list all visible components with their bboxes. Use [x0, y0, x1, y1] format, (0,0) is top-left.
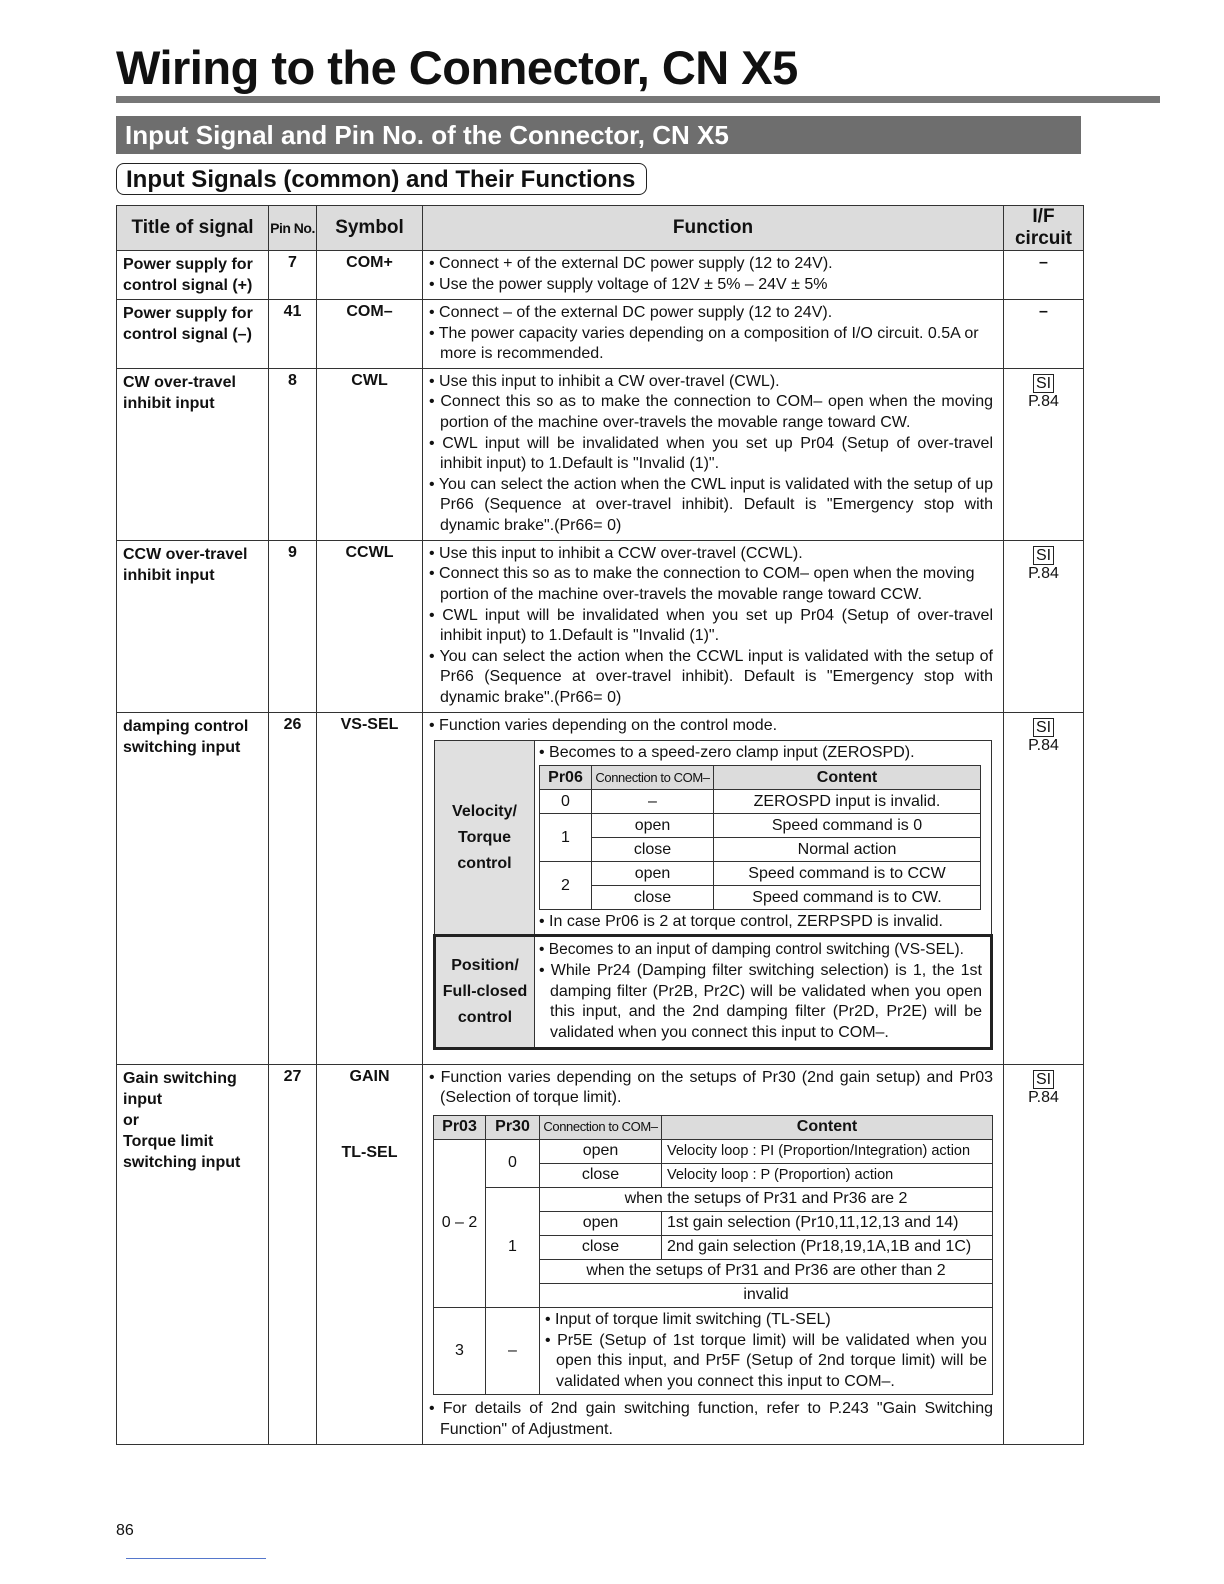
mode-line: control — [457, 854, 512, 872]
gain-header: Content — [662, 1115, 993, 1139]
title-line: control signal (–) — [123, 326, 252, 343]
title-line: input — [123, 1090, 163, 1108]
inner-row — [540, 814, 981, 838]
bullet: • Use this input to inhibit a CCW over-travel (CCWL). — [429, 544, 803, 562]
inner-header: Connection to COM– — [592, 766, 714, 790]
position-mode-content — [535, 936, 992, 1049]
signal-symbol: VS-SEL — [317, 712, 423, 1064]
gain-cell: invalid — [540, 1283, 993, 1307]
if-circuit — [1004, 712, 1084, 1064]
mode-line: Full-closed — [442, 983, 528, 1001]
velocity-mode-row — [435, 741, 992, 936]
inner-header: Content — [714, 766, 981, 790]
table-row — [117, 712, 1084, 1064]
inner-cell: ZEROSPD input is invalid. — [714, 790, 981, 814]
gain-row — [434, 1187, 993, 1211]
bullet: • CWL input will be invalidated when you set up Pr04 (Setup of over-travel inhibit input) to 1.Default is "Invalid (1)". — [429, 434, 993, 473]
signal-symbol: CCWL — [317, 540, 423, 712]
header-function: Function — [423, 206, 1004, 251]
if-circuit — [1004, 300, 1084, 369]
gain-cell: when the setups of Pr31 and Pr36 are 2 — [540, 1187, 993, 1211]
gain-cell: 3 — [434, 1307, 486, 1394]
if-page-link[interactable]: P.84 — [1028, 564, 1059, 582]
signal-symbol — [317, 1064, 423, 1444]
pin-number: 26 — [269, 712, 317, 1064]
pin-number: 41 — [269, 300, 317, 369]
signal-title — [117, 1064, 269, 1444]
zerospd-table — [539, 765, 981, 910]
signal-title — [117, 540, 269, 712]
inner-cell: close — [592, 886, 714, 910]
title-line: Power supply for — [123, 305, 253, 322]
control-mode-table — [433, 740, 993, 1050]
symbol-tl-sel: TL-SEL — [341, 1143, 398, 1161]
signal-table — [116, 205, 1084, 1445]
signal-symbol: CWL — [317, 368, 423, 540]
title-line: Power supply for — [123, 256, 253, 273]
header-pin: Pin No. — [269, 206, 317, 251]
title-line: Gain switching — [123, 1069, 237, 1087]
table-row — [117, 540, 1084, 712]
page-number: 86 — [116, 1522, 134, 1539]
footer-link-underline — [126, 1558, 266, 1559]
if-circuit — [1004, 540, 1084, 712]
signal-title — [117, 368, 269, 540]
position-mode-row — [435, 936, 992, 1049]
table-header-row — [117, 206, 1084, 251]
title-line: or — [123, 1111, 139, 1129]
table-row — [117, 300, 1084, 369]
function-description — [423, 1064, 1004, 1444]
position-mode-label — [435, 936, 535, 1049]
velocity-note: • In case Pr06 is 2 at torque control, ZERPSPD is invalid. — [539, 913, 943, 931]
gain-header: Pr30 — [486, 1115, 540, 1139]
title-line: CW over-travel — [123, 373, 236, 391]
gain-cell: open — [540, 1211, 662, 1235]
title-line: inhibit input — [123, 566, 215, 584]
function-description — [423, 368, 1004, 540]
bullet: • CWL input will be invalidated when you set up Pr04 (Setup of over-travel inhibit input) to 1.Default is "Invalid (1)". — [429, 606, 993, 645]
function-description — [423, 540, 1004, 712]
inner-cell: open — [592, 862, 714, 886]
if-circuit — [1004, 1064, 1084, 1444]
function-intro: • Function varies depending on the control mode. — [429, 716, 778, 734]
inner-cell: open — [592, 814, 714, 838]
gain-cell: 1st gain selection (Pr10,11,12,13 and 14) — [662, 1211, 993, 1235]
bullet: • Becomes to an input of damping control switching (VS-SEL). — [539, 941, 964, 959]
title-line: switching input — [123, 1153, 241, 1171]
gain-cell: 0 – 2 — [434, 1139, 486, 1307]
gain-row — [434, 1307, 993, 1394]
gain-row — [434, 1139, 993, 1163]
bullet: • While Pr24 (Damping filter switching selection) is 1, the 1st damping filter (Pr2B, Pr2C) will be validated when you open this input, and the 2nd damping filter (Pr2D, Pr2E) will be validated when you connect this input to COM–. — [539, 961, 982, 1041]
inner-cell: 2 — [540, 862, 592, 910]
gain-cell: close — [540, 1163, 662, 1187]
gain-cell: – — [486, 1307, 540, 1394]
bullet: • Connect this so as to make the connection to COM– open when the moving portion of the machine over-travels the movable range toward CW. — [429, 393, 993, 431]
inner-cell: close — [592, 838, 714, 862]
header-if-circuit: I/F circuit — [1004, 206, 1084, 251]
symbol-gain: GAIN — [349, 1067, 390, 1085]
signal-title — [117, 712, 269, 1064]
bullet: • You can select the action when the CWL input is validated with the setup of up Pr66 (Sequence at over-travel inhibit). Default is "Emergency stop with dynamic brake".(Pr66= 0) — [429, 475, 993, 534]
signal-title — [117, 300, 269, 369]
if-page-link[interactable]: P.84 — [1028, 1088, 1059, 1106]
inner-cell: Speed command is to CW. — [714, 886, 981, 910]
si-circuit-label: SI — [1033, 546, 1054, 565]
if-dash: – — [1039, 303, 1048, 320]
bullet: • You can select the action when the CCWL input is validated with the setup of Pr66 (Sequence at over-travel inhibit). Default is "Emergency stop with dynamic brake".(Pr66= 0) — [429, 647, 993, 706]
inner-row — [540, 838, 981, 862]
si-circuit-label: SI — [1033, 374, 1054, 393]
if-page-link[interactable]: P.84 — [1028, 392, 1059, 410]
title-line: damping control — [123, 717, 249, 735]
if-circuit — [1004, 368, 1084, 540]
mode-line: Position/ — [451, 957, 519, 975]
gain-header-row — [434, 1115, 993, 1139]
inner-cell: Speed command is to CCW — [714, 862, 981, 886]
signal-symbol: COM– — [317, 300, 423, 369]
inner-header-row — [540, 766, 981, 790]
inner-cell: 0 — [540, 790, 592, 814]
title-line: CCW over-travel — [123, 545, 248, 563]
mode-line: control — [457, 1009, 513, 1027]
function-description — [423, 300, 1004, 369]
pin-number: 7 — [269, 251, 317, 300]
title-line: Torque limit — [123, 1132, 214, 1150]
if-dash: – — [1039, 254, 1048, 271]
bullet: • Connect + of the external DC power supply (12 to 24V). — [429, 255, 833, 272]
signal-symbol: COM+ — [317, 251, 423, 300]
velocity-intro: • Becomes to a speed-zero clamp input (ZEROSPD). — [539, 744, 915, 762]
gain-cell: Velocity loop : PI (Proportion/Integration) action — [662, 1139, 993, 1163]
velocity-mode-content — [535, 741, 992, 936]
inner-row — [540, 790, 981, 814]
bullet: • Pr5E (Setup of 1st torque limit) will be validated when you open this input, and Pr5F (Setup of 2nd torque limit) will be validated when you connect this input to COM–. — [545, 1331, 987, 1390]
velocity-mode-label — [435, 741, 535, 936]
page-title: Wiring to the Connector, CN X5 — [116, 41, 798, 94]
inner-cell: Speed command is 0 — [714, 814, 981, 838]
gain-cell: Velocity loop : P (Proportion) action — [662, 1163, 993, 1187]
pin-number: 9 — [269, 540, 317, 712]
bullet: • Use this input to inhibit a CW over-travel (CWL). — [429, 372, 780, 390]
inner-row — [540, 862, 981, 886]
table-row — [117, 1064, 1084, 1444]
pin-number: 27 — [269, 1064, 317, 1444]
gain-cell: 1 — [486, 1187, 540, 1307]
si-circuit-label: SI — [1033, 718, 1054, 737]
gain-header: Connection to COM– — [540, 1115, 662, 1139]
gain-switch-table — [433, 1115, 993, 1395]
bullet: • Use the power supply voltage of 12V ± 5% – 24V ± 5% — [429, 275, 828, 293]
pin-number: 8 — [269, 368, 317, 540]
table-row — [117, 251, 1084, 300]
gain-cell: when the setups of Pr31 and Pr36 are other than 2 — [540, 1259, 993, 1283]
bullet: • Input of torque limit switching (TL-SEL) — [545, 1310, 831, 1328]
inner-cell: 1 — [540, 814, 592, 862]
signal-title — [117, 251, 269, 300]
bullet: • Connect – of the external DC power supply (12 to 24V). — [429, 304, 833, 321]
inner-cell: Normal action — [714, 838, 981, 862]
section-title: Input Signal and Pin No. of the Connector, CN X5 — [116, 116, 1081, 154]
gain-cell: open — [540, 1139, 662, 1163]
header-symbol: Symbol — [317, 206, 423, 251]
title-line: switching input — [123, 738, 241, 756]
if-circuit — [1004, 251, 1084, 300]
inner-header: Pr06 — [540, 766, 592, 790]
title-line: inhibit input — [123, 394, 215, 412]
bullet: • Function varies depending on the setups of Pr30 (2nd gain setup) and Pr03 (Selection of torque limit). — [429, 1068, 993, 1107]
title-rule — [116, 96, 1160, 103]
if-page-link[interactable]: P.84 — [1028, 736, 1059, 754]
inner-row — [540, 886, 981, 910]
bullet: • The power capacity varies depending on a composition of I/O circuit. 0.5A or more is recommended. — [429, 324, 979, 363]
mode-line: Velocity/ — [452, 802, 517, 820]
gain-cell: 0 — [486, 1139, 540, 1187]
bullet: • Connect this so as to make the connection to COM– open when the moving portion of the machine over-travels the movable range toward CCW. — [429, 565, 975, 603]
table-row — [117, 368, 1084, 540]
title-line: control signal (+) — [123, 277, 253, 294]
function-description — [423, 712, 1004, 1064]
subsection-title: Input Signals (common) and Their Functions — [116, 163, 647, 195]
function-description — [423, 251, 1004, 300]
bullet: • For details of 2nd gain switching function, refer to P.243 "Gain Switching Function" of Adjustment. — [429, 1400, 993, 1438]
mode-line: Torque — [457, 828, 512, 846]
header-title: Title of signal — [117, 206, 269, 251]
gain-header: Pr03 — [434, 1115, 486, 1139]
si-circuit-label: SI — [1033, 1070, 1054, 1089]
gain-cell: 2nd gain selection (Pr18,19,1A,1B and 1C) — [662, 1235, 993, 1259]
inner-cell: – — [592, 790, 714, 814]
gain-cell — [540, 1307, 993, 1394]
gain-cell: close — [540, 1235, 662, 1259]
